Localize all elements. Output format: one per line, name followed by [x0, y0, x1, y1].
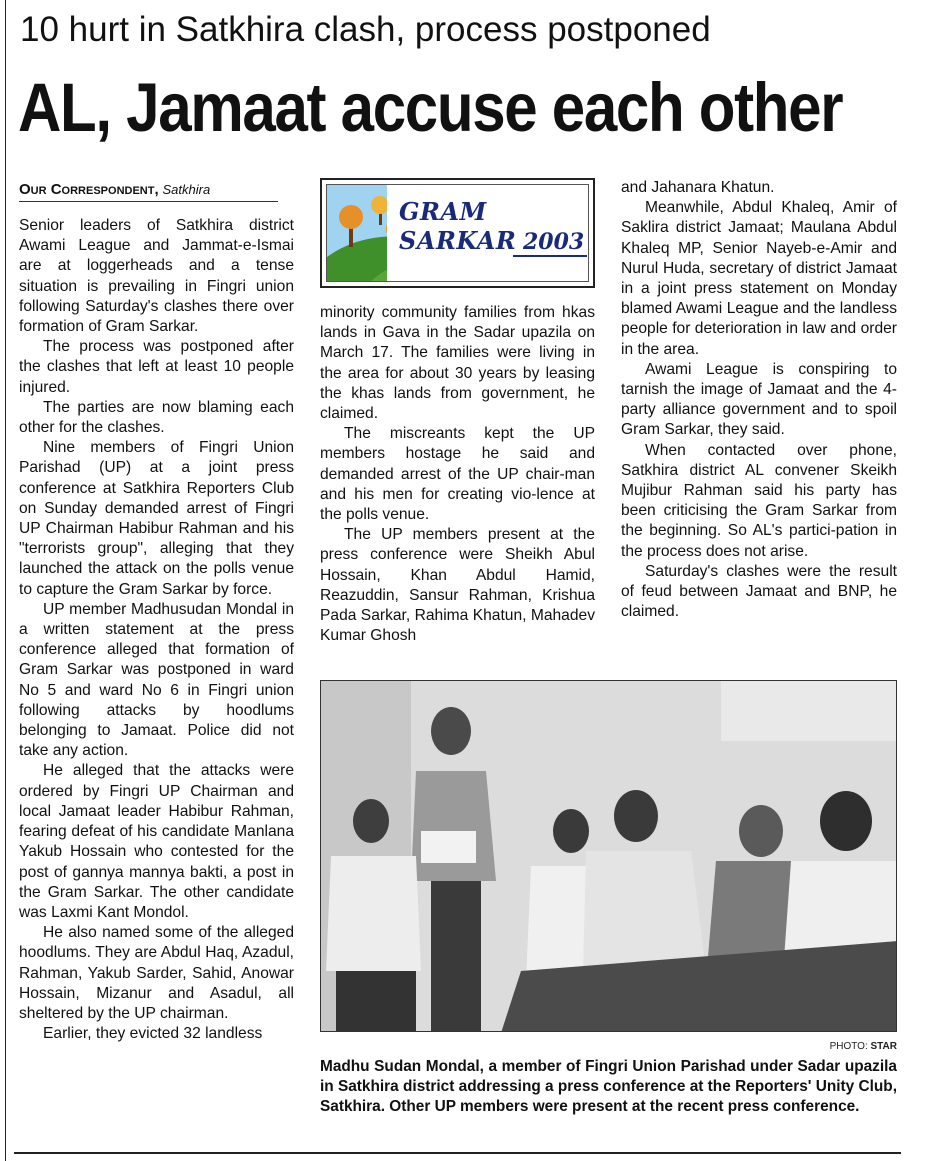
paragraph: Senior leaders of Satkhira district Awami League and Jammat-e-Ismai are at loggerheads and a tense situation is prevailing in Fingri union following Saturday's clashes there over formation of Gram Sarkar. [19, 217, 294, 336]
photo-window [721, 681, 897, 741]
main-headline: AL, Jamaat accuse each other [18, 69, 843, 146]
paragraph: Earlier, they evicted 32 landless [43, 1025, 263, 1043]
gram-sarkar-logo [320, 178, 595, 288]
paragraph: Awami League is conspiring to tarnish the image of Jamaat and the 4-party alliance government and to spoil Gram Sarkar, they said. [621, 360, 897, 439]
paragraph: The miscreants kept the UP members hostage he said and demanded arrest of the UP chair-man and his men for creating vio-lence at the polls venue. [320, 425, 595, 524]
paragraph: The process was postponed after the clashes that left at least 10 people injured. [19, 338, 294, 396]
photo-caption: Madhu Sudan Mondal, a member of Fingri Union Parishad under Sadar upazila in Satkhira district addressing a press conference at the Reporters' Unity Club, Satkhira. Other UP members were present at the recent press conference. [320, 1058, 897, 1115]
photo-credit-source: STAR [870, 1041, 897, 1052]
logo-year: 2003 [523, 229, 585, 255]
byline-author: Our Correspondent, [19, 181, 159, 198]
byline [19, 180, 289, 199]
article-column-3 [621, 178, 897, 622]
column-rule-left [5, 0, 6, 1161]
paragraph: He also named some of the alleged hoodlums. They are Abdul Haq, Azadul, Rahman, Yakub Sarder, Sahid, Anowar Hossain, Mizanur and Asadul, all sheltered by the UP chairman. [19, 924, 294, 1022]
paragraph: and Jahanara Khatun. [621, 179, 775, 196]
logo-frame [326, 184, 589, 282]
tree-crown-icon [371, 196, 389, 214]
article-column-1 [19, 216, 294, 1044]
photo-credit [700, 1041, 897, 1053]
logo-underline [513, 255, 587, 257]
tree-crown-icon [339, 205, 363, 229]
byline-place: Satkhira [162, 182, 211, 197]
paragraph: Saturday's clashes were the result of feud between Jamaat and BNP, he claimed. [621, 562, 897, 621]
byline-rule [19, 201, 278, 202]
paragraph: He alleged that the attacks were ordered by Fingri UP Chairman and local Jamaat leader Habibur Rahman, fearing defeat of his candidate Manlana Yakub Hossain who contested for the post of gannya mannya bakti, a post in the Gram Sarkar. The other candidate was Laxmi Kant Mondol. [19, 762, 294, 921]
paragraph: UP member Madhusudan Mondal in a written statement at the press conference alleged that formation of Gram Sarkar was postponed in ward No 5 and ward No 6 in Fingri union following attacks by hoodlums belonging to Jamaat. Police did not take any action. [19, 600, 294, 760]
paragraph: Nine members of Fingri Union Parishad (UP) at a joint press conference at Satkhira Reporters Club on Sunday demanded arrest of Fingri UP Chairman Habibur Rahman and his "terrorists group", alleging that they launched the attack on the polls venue to capture the Gram Sarkar by force. [19, 439, 294, 598]
paragraph: minority community families from hkas lands in Gava in the Sadar upazila on March 17. The families were living in the area for about 30 years by leasing the khas lands from government, he claimed. [320, 304, 595, 423]
paragraph: The UP members present at the press conference were Sheikh Abul Hossain, Khan Abdul Hamid, Reazuddin, Sansur Rahman, Krishua Pada Sarkar, Rahima Khatun, Mahadev Kumar Ghosh [320, 526, 595, 645]
paragraph: When contacted over phone, Satkhira district AL convener Skeikh Mujibur Rahman said his party has been criticising the Gram Sarkar from the beginning. So AL's partici-pation in the process does not arise. [621, 441, 897, 560]
press-conference-photo [320, 680, 897, 1032]
article-column-2 [320, 303, 595, 646]
bottom-rule [14, 1152, 901, 1154]
logo-title: GRAM SARKAR [399, 197, 517, 255]
photo-illustration [321, 681, 897, 1032]
photo-credit-label: PHOTO: [829, 1041, 868, 1052]
paragraph: Meanwhile, Abdul Khaleq, Amir of Saklira district Jamaat; Maulana Abdul Khaleq MP, Senior Nayeb-e-Amir and Nurul Huda, secretary of district Jamaat in a joint press statement on Monday blamed Awami League and the landless people for deterioration in law and order in the area. [621, 199, 897, 358]
paragraph: The parties are now blaming each other for the clashes. [19, 398, 294, 437]
kicker-headline: 10 hurt in Satkhira clash, process postponed [20, 10, 711, 49]
